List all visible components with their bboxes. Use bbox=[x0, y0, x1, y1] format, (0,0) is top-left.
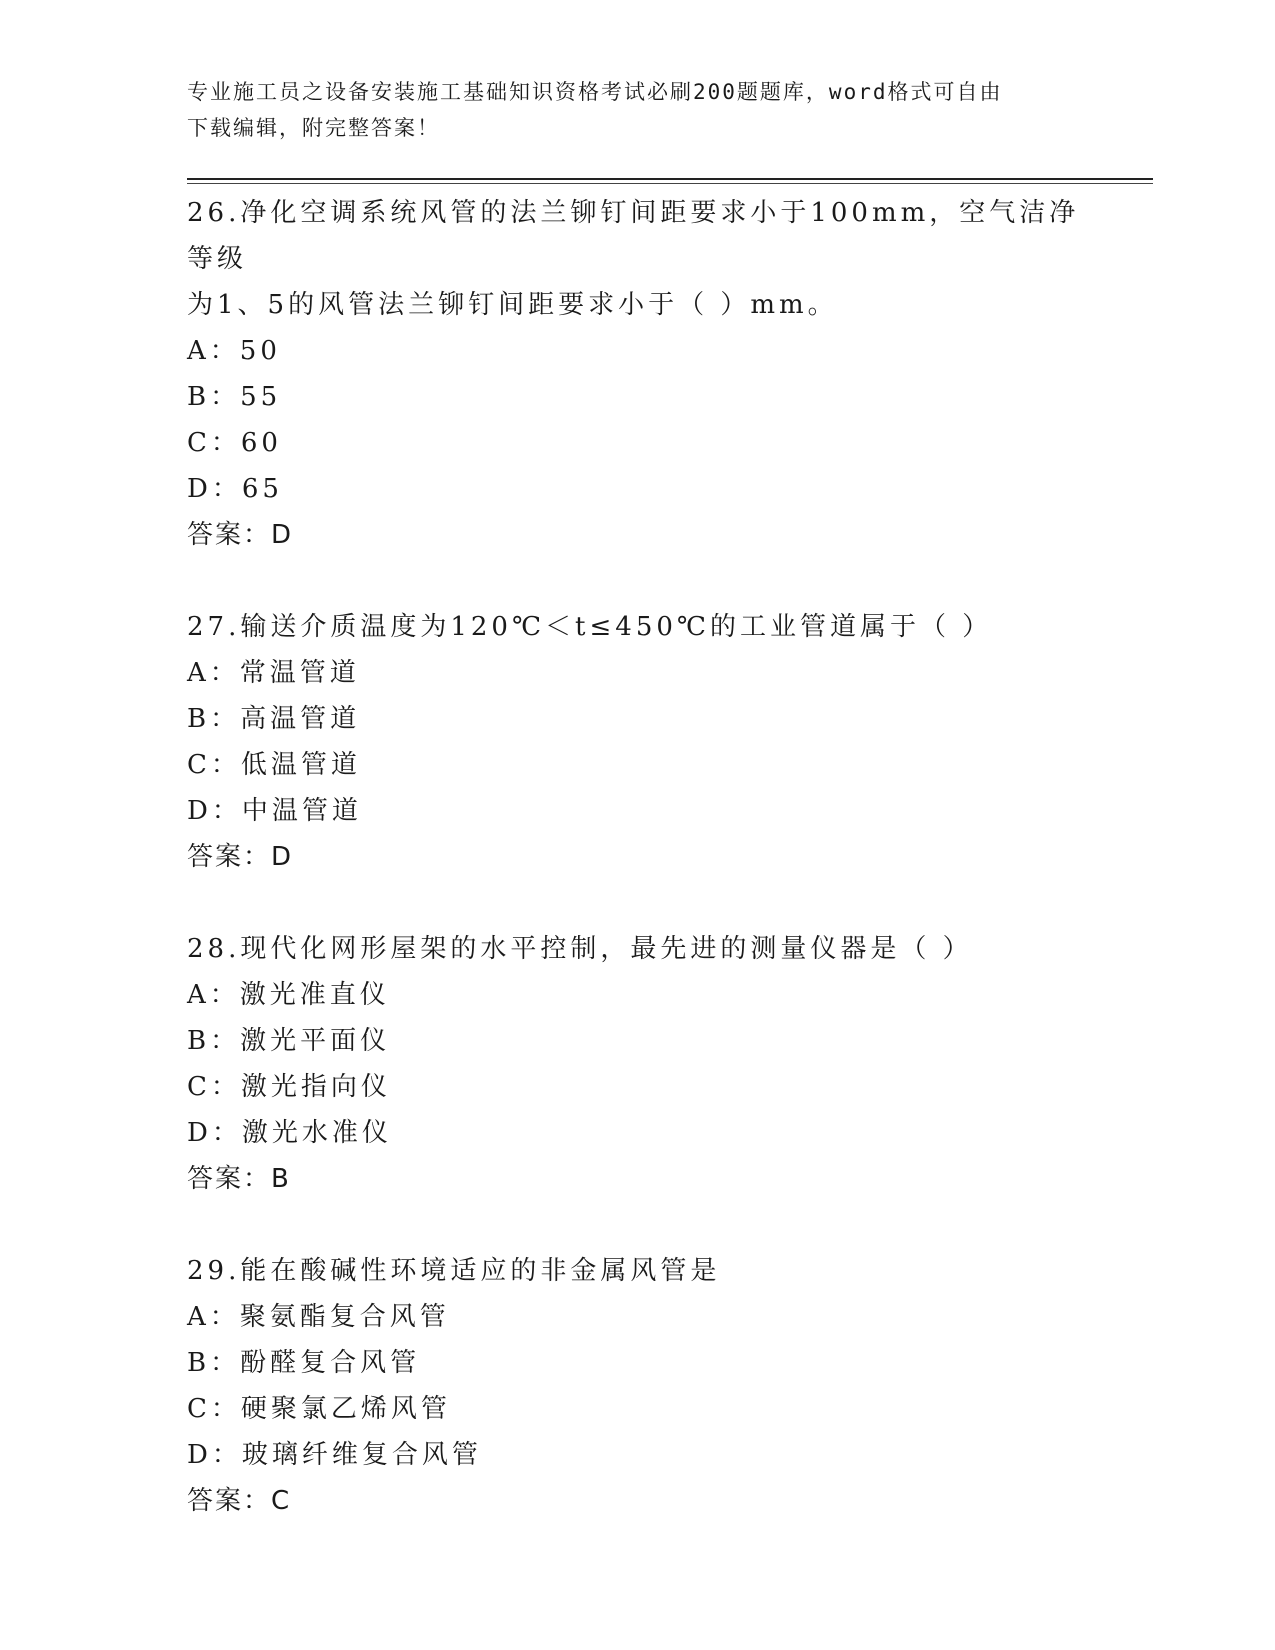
header-line-2: 下载编辑，附完整答案！ bbox=[187, 116, 440, 140]
option-d: D：中温管道 bbox=[187, 796, 362, 826]
option-a: A：激光准直仪 bbox=[187, 980, 390, 1010]
question-stem-line: 28.现代化网形屋架的水平控制，最先进的测量仪器是（ ） bbox=[187, 934, 973, 964]
question-stem-line: 为1、5的风管法兰铆钉间距要求小于（ ）mm。 bbox=[187, 290, 838, 320]
document-header bbox=[187, 74, 1067, 146]
question-29 bbox=[187, 1248, 1087, 1524]
option-b: B：酚醛复合风管 bbox=[187, 1348, 421, 1378]
option-a: A：聚氨酯复合风管 bbox=[187, 1302, 450, 1332]
option-c: C：激光指向仪 bbox=[187, 1072, 391, 1102]
option-b: B：55 bbox=[187, 382, 282, 412]
option-c: C：硬聚氯乙烯风管 bbox=[187, 1394, 451, 1424]
option-d: D：玻璃纤维复合风管 bbox=[187, 1440, 482, 1470]
option-d: D：65 bbox=[187, 474, 283, 504]
option-c: C：60 bbox=[187, 428, 282, 458]
question-stem-line: 27.输送介质温度为120℃＜t≤450℃的工业管道属于（ ） bbox=[187, 612, 993, 642]
question-28 bbox=[187, 926, 1087, 1202]
option-b: B：激光平面仪 bbox=[187, 1026, 391, 1056]
question-stem-line: 29.能在酸碱性环境适应的非金属风管是 bbox=[187, 1256, 721, 1286]
question-list bbox=[187, 190, 1087, 1570]
question-stem-line: 26.净化空调系统风管的法兰铆钉间距要求小于100mm，空气洁净等级 bbox=[187, 198, 1080, 274]
option-d: D：激光水准仪 bbox=[187, 1118, 392, 1148]
answer-line: 答案：C bbox=[187, 1486, 292, 1516]
header-line-1: 专业施工员之设备安装施工基础知识资格考试必刷200题题库，word格式可自由 bbox=[187, 80, 1003, 104]
option-a: A：常温管道 bbox=[187, 658, 360, 688]
question-27 bbox=[187, 604, 1087, 880]
header-divider-thin bbox=[187, 183, 1153, 184]
option-c: C：低温管道 bbox=[187, 750, 361, 780]
option-a: A：50 bbox=[187, 336, 281, 366]
answer-line: 答案：D bbox=[187, 520, 294, 550]
answer-line: 答案：D bbox=[187, 842, 294, 872]
header-divider-thick bbox=[187, 178, 1153, 180]
question-26 bbox=[187, 190, 1087, 558]
option-b: B：高温管道 bbox=[187, 704, 361, 734]
answer-line: 答案：B bbox=[187, 1164, 291, 1194]
